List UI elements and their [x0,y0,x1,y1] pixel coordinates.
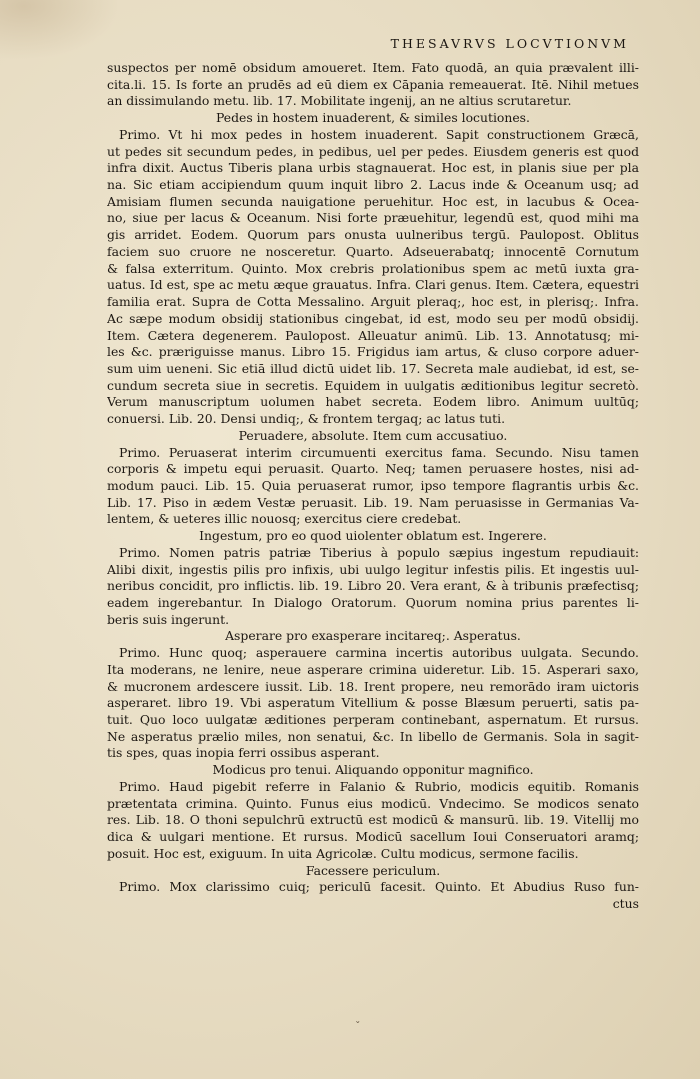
section-heading: Modicus pro tenui. Aliquando opponitur magnifico. [212,762,534,778]
text-line: Primo. Nomen patris patriæ Tiberius à populo sæpius ingestum repudiauit: [119,544,639,560]
text-line: cita.li. 15. Is forte an prudēs ad eū diem ex Cāpania remeauerat. Itē. Nihil metues [107,76,639,92]
text-line: familia erat. Supra de Cotta Messalino. Arguit pleraq;, hoc est, in plerisq;. Infra. [107,294,639,310]
section-heading: Asperare pro exasperare incitareq;. Asperatus. [225,628,521,644]
running-head: THESAVRVS LOCVTIONVM [390,36,629,51]
page-mark: ˇ [355,1020,361,1033]
section-heading: Pedes in hostem inuaderent, & similes locutiones. [216,110,530,126]
text-line: eadem ingerebantur. In Dialogo Oratorum. Quorum nomina prius parentes li- [107,595,639,610]
text-line: sum uim ueneni. Sic etiā illud dictū uidet lib. 17. Secreta male audiebat, id est, se- [107,360,639,376]
text-line: gis arridet. Eodem. Quorum pars onusta uulneribus tergū. Paulopost. Oblitus [107,227,639,243]
text-line: Primo. Peruaserat interim circumuenti exercitus fama. Secundo. Nisu tamen [119,444,639,460]
text-line: an dissimulando metu. lib. 17. Mobilitate ingenij, an ne altius scrutaretur. [107,93,572,109]
text-line: asperaret. libro 19. Vbi asperatum Vitellium & posse Blæsum peruerti, satis pa- [107,695,639,711]
text-line: Alibi dixit, ingestis pilis pro infixis, ubi uulgo legitur infestis pilis. Et ingestis uul- [107,561,639,577]
text-line: conuersi. Lib. 20. Densi undiq;, & frontem tergaq; ac latus tuti. [107,411,506,427]
section-heading: Peruadere, absolute. Item cum accusatiuo. [238,427,508,443]
text-line: Ac sæpe modum obsidij stationibus cingebat, id est, modo seu per modū obsidij. [107,310,639,326]
section-heading: Ingestum, pro eo quod uiolenter oblatum est. Ingerere. [199,528,547,544]
text-line: Amisiam flumen secunda nauigatione peruehitur. Hoc est, in lacubus & Ocea- [107,193,639,209]
text-line: dica & uulgari mentione. Et rursus. Modicū sacellum Ioui Conseruatori aramq; [107,829,639,845]
text-line: neribus concidit, pro inflictis. lib. 19. Libro 20. Vera erant, & à tribunis præfectisq; [107,578,639,594]
text-line: no, siue per lacus & Oceanum. Nisi forte præuehitur, legendū est, quod mihi ma [107,210,639,226]
text-line: lentem, & ueteres illic nouosq; exercitus ciere credebat. [107,511,462,527]
text-line: les &c. præriguisse manus. Libro 15. Frigidus iam artus, & cluso corpore aduer- [107,344,639,360]
text-line: Ita moderans, ne lenire, neue asperare crimina uideretur. Lib. 15. Asperari saxo, [107,661,639,677]
document-page [107,36,639,913]
text-line: Primo. Mox clarissimo cuiq; periculū facesit. Quinto. Et Abudius Ruso fun- [119,879,639,895]
text-line: suspectos per nomē obsidum amoueret. Item. Fato quodā, an quia prævalent illi- [107,60,639,75]
text-line: Verum manuscriptum uolumen habet secreta. Eodem libro. Animum uultūq; [107,394,639,410]
text-body [107,60,639,913]
text-line: tuit. Quo loco uulgatæ æditiones perperam continebant, aspernatum. Et rursus. [107,712,639,728]
text-line: Primo. Haud pigebit referre in Falanio & Rubrio, modicis equitib. Romanis [119,778,639,794]
text-line: modum pauci. Lib. 15. Quia peruaserat rumor, ipso tempore flagrantis urbis &c. [107,477,639,493]
text-line: infra dixit. Auctus Tiberis plana urbis stagnauerat. Hoc est, in planis siue per pla [107,160,639,176]
text-line: na. Sic etiam accipiendum quum inquit libro 2. Lacus inde & Oceanum usq; ad [107,177,639,193]
paper-stain [0,0,120,60]
text-line: ut pedes sit secundum pedes, in pedibus, uel per pedes. Eiusdem generis est quod [107,143,639,159]
text-line: Primo. Vt hi mox pedes in hostem inuaderent. Sapit constructionem Græcā, [119,126,639,142]
text-line: beris suis ingerunt. [107,611,230,627]
text-line: Primo. Hunc quoq; asperauere carmina incertis autoribus uulgata. Secundo. [119,645,639,661]
section-heading: Facessere periculum. [305,862,441,878]
text-line: tis spes, quas inopia ferri ossibus asperant. [107,745,380,761]
text-line: uatus. Id est, spe ac metu æque grauatus. Infra. Clari genus. Item. Cætera, equestri [107,277,639,293]
text-line: faciem suo cruore ne nosceretur. Quarto. Adseuerabatq; innocentē Cornutum [107,243,639,259]
text-line: posuit. Hoc est, exiguum. In uita Agricolæ. Cultu modicus, sermone facilis. [107,845,579,861]
text-line: prætentata crimina. Quinto. Funus eius modicū. Vndecimo. Se modicos senato [107,795,639,811]
text-line: Ne asperatus prælio miles, non senatui, &c. In libello de Germanis. Sola in sagit- [107,728,639,744]
text-line: ctus [612,895,639,911]
text-line: Item. Cætera degenerem. Paulopost. Alleuatur animū. Lib. 13. Annotatusq; mi- [107,327,639,343]
text-line: corporis & impetu equi peruasit. Quarto. Neq; tamen peruasere hostes, nisi ad- [107,461,639,477]
text-line: res. Lib. 18. O thoni sepulchrū extructū est modicū & mansurū. lib. 19. Vitellij mo [107,812,639,828]
text-line: cundum secreta siue in secretis. Equidem in uulgatis æditionibus legitur secretò. [107,377,639,393]
text-line: Lib. 17. Piso in ædem Vestæ peruasit. Lib. 19. Nam peruasisse in Germanias Va- [107,494,639,510]
text-line: & falsa exterritum. Quinto. Mox crebris prolationibus spem ac metū iuxta gra- [107,260,639,276]
text-line: & mucronem ardescere iussit. Lib. 18. Irent propere, neu remorādo iram uictoris [107,678,639,694]
